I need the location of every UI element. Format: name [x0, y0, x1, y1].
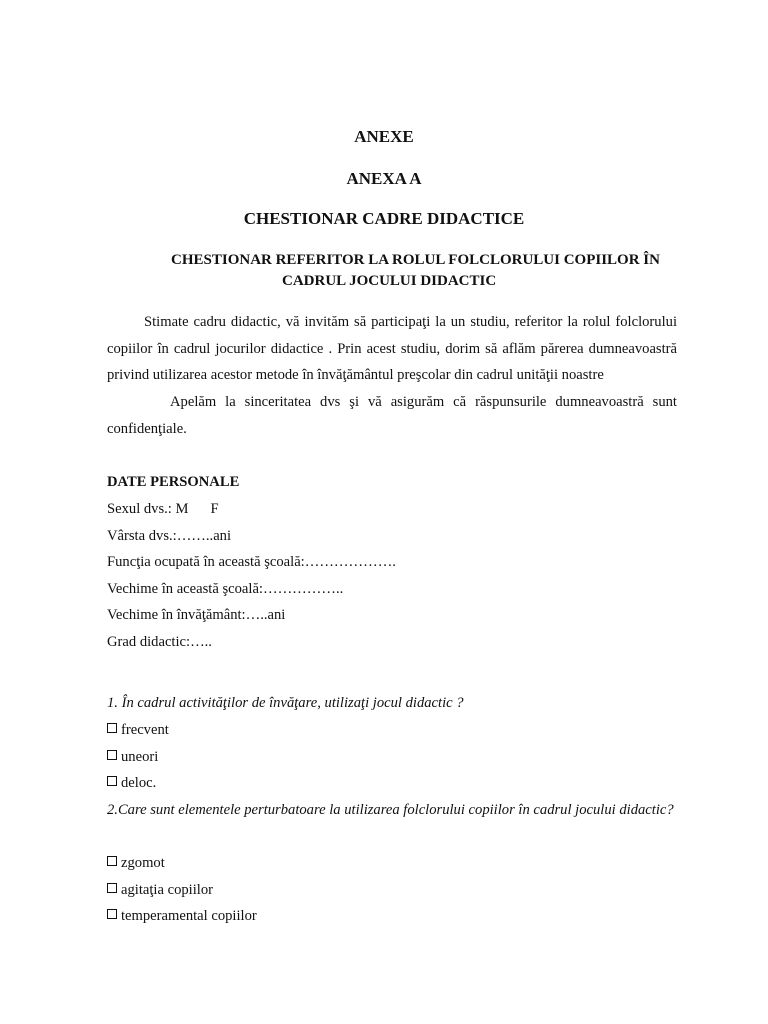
questionnaire-subtitle-line2: CADRUL JOCULUI DIDACTIC [282, 273, 497, 289]
question-2: 2.Care sunt elementele perturbatoare la utilizarea folclorului copiilor în cadrul jocului didactic? [107, 802, 674, 818]
option-label: uneori [121, 749, 159, 765]
checkbox-icon [107, 776, 117, 786]
sex-option-f: F [210, 501, 219, 517]
intro-paragraph: Stimate cadru didactic, vă invităm să participaţi la un studiu, referitor la rolul folclorului copiilor în cadrul jocurilor didactice . Prin acest studiu, dorim să aflăm părerea dumneavoastră privind utilizarea acestor metode în învăţământul preşcolar din cadrul unităţii noastre [107, 314, 677, 383]
checkbox-icon [107, 750, 117, 760]
sex-field [107, 499, 219, 519]
seniority-teaching-field: Vechime în învăţământ:…..ani [107, 607, 286, 623]
question-2-option [107, 853, 165, 873]
question-1-option [107, 747, 158, 767]
question-1-option [107, 773, 156, 793]
questionnaire-subtitle-line1: CHESTIONAR REFERITOR LA ROLUL FOLCLORULUI COPIILOR ÎN [171, 252, 660, 268]
checkbox-icon [107, 909, 117, 919]
age-field: Vârsta dvs.:……..ani [107, 528, 232, 544]
function-field: Funcţia ocupată în această şcoală:………………. [107, 554, 396, 570]
checkbox-icon [107, 856, 117, 866]
questionnaire-title: CHESTIONAR CADRE DIDACTICE [243, 209, 525, 228]
checkbox-icon [107, 883, 117, 893]
degree-field: Grad didactic:….. [107, 634, 212, 650]
sex-label: Sexul dvs.: M [107, 501, 189, 517]
question-1: 1. În cadrul activităţilor de învăţare, utilizaţi jocul didactic ? [107, 695, 464, 711]
checkbox-icon [107, 723, 117, 733]
confidentiality-paragraph: Apelăm la sinceritatea dvs şi vă asigurăm că răspunsurile dumneavoastră sunt confidenţiale. [107, 394, 677, 437]
option-label: temperamental copiilor [121, 908, 257, 924]
option-label: agitaţia copiilor [121, 882, 213, 898]
option-label: frecvent [121, 722, 169, 738]
question-1-option [107, 720, 169, 740]
option-label: deloc. [121, 775, 157, 791]
personal-data-heading: DATE PERSONALE [107, 474, 240, 490]
annex-title: ANEXE [354, 127, 414, 146]
seniority-school-field: Vechime în această şcoală:…………….. [107, 581, 344, 597]
question-2-option [107, 906, 257, 926]
annex-a-title: ANEXA A [346, 169, 422, 188]
option-label: zgomot [121, 855, 165, 871]
question-2-option [107, 880, 213, 900]
